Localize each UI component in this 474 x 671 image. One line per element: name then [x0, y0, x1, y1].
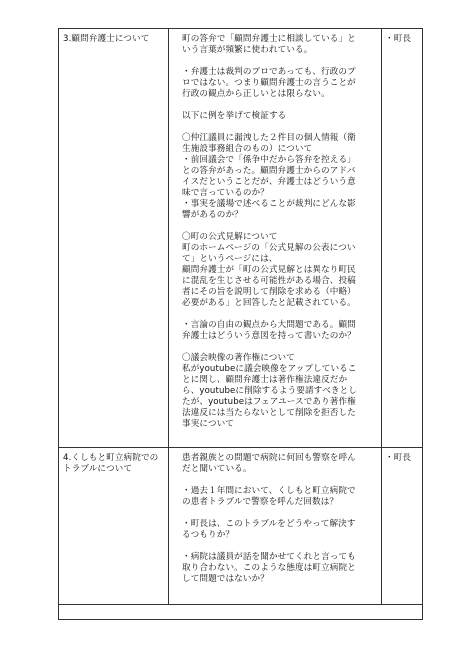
question-line: 以下に例を挙げて検証する: [182, 111, 287, 121]
question-line: 〇町の公式見解について: [182, 232, 278, 242]
answerer-cell: [385, 453, 421, 464]
question-line: 味で言っているのか？: [182, 188, 269, 198]
question-line: たが、youtubeはフェアユースであり著作権: [182, 397, 356, 407]
question-line: [182, 475, 380, 486]
topic-cell: [63, 34, 167, 45]
question-line: るつもりか？: [182, 530, 235, 540]
question-line: ・前回議会で「係争中だから答弁を控える」: [182, 155, 356, 165]
column-divider: [168, 28, 169, 604]
question-line: 事実について: [182, 419, 234, 429]
question-line: だと聞いている。: [182, 464, 252, 474]
question-line: 町のホームページの「公式見解の公表につい: [182, 243, 356, 253]
topic-text: 4.くしもと町立病院での トラブルについて: [63, 453, 159, 474]
row-divider: [58, 447, 423, 448]
question-line: に混乱を生じさせる可能性がある場合、投稿: [182, 276, 356, 286]
question-line: ・言論の自由の観点から大問題である。顧問: [182, 320, 356, 330]
question-cell: [182, 453, 380, 585]
question-line: ロではない。つまり顧問弁護士の言うことが: [182, 78, 356, 88]
question-line: 顧問弁護士が「町の公式見解とは異なり町民: [182, 265, 356, 275]
question-line: て」というページには、: [182, 254, 278, 264]
question-line: 町の答弁で「顧問弁護士に相談している」と: [182, 34, 356, 44]
question-line: ・弁護士は裁判のプロであっても、行政のプ: [182, 67, 356, 77]
question-line: の患者トラブルで警察を呼んだ回数は？: [182, 497, 339, 507]
topic-cell: [63, 453, 167, 475]
question-line: との答弁があった。顧問弁護士からのアドバ: [182, 166, 356, 176]
question-line: ら、youtubeに削除するよう要請すべきとし: [182, 386, 357, 396]
question-line: 〇仲江議員に漏洩した２件目の個人情報（衛: [182, 133, 356, 143]
question-line: ・町長は、このトラブルをどうやって解決す: [182, 519, 356, 529]
question-line: [182, 221, 380, 232]
column-divider: [381, 28, 382, 604]
question-line: 患者親族との問題で病院に何回も警察を呼ん: [182, 453, 356, 463]
question-line: 取り合わない。このような態度は町立病院と: [182, 563, 356, 573]
question-line: ・病院は議員が話を聞かせてくれと言っても: [182, 552, 356, 562]
answerer-cell: [385, 34, 421, 45]
question-line: 法違反には当たらないとして削除を拒否した: [182, 408, 356, 418]
question-line: 弁護士はどういう意図を持って書いたのか？: [182, 331, 356, 341]
question-line: 私がyoutubeに議会映像をアップしているこ: [182, 364, 357, 374]
question-line: [182, 122, 380, 133]
question-line: して問題ではないか？: [182, 574, 269, 584]
question-line: イスだということだが、弁護士はどういう意: [182, 177, 356, 187]
question-line: [182, 508, 380, 519]
question-line: [182, 309, 380, 320]
question-line: 行政の観点から正しいとは限らない。: [182, 89, 330, 99]
answerer-text: ・町長: [385, 453, 412, 463]
question-line: 〇議会映像の著作権について: [182, 353, 295, 363]
question-line: とに関し、顧問弁護士は著作権法違反だか: [182, 375, 348, 385]
question-line: 響があるのか？: [182, 210, 243, 220]
question-line: [182, 342, 380, 353]
topic-text: 3.顧問弁護士について: [63, 34, 150, 44]
question-line: ・過去１年間において、くしもと町立病院で: [182, 486, 356, 496]
question-line: いう言葉が頻繁に使われている。: [182, 45, 313, 55]
answerer-text: ・町長: [385, 34, 412, 44]
row-divider: [58, 604, 423, 605]
question-line: [182, 100, 380, 111]
question-line: [182, 541, 380, 552]
question-line: [182, 56, 380, 67]
question-line: ・事実を議場で述べることが裁判にどんな影: [182, 199, 356, 209]
question-line: 必要がある」と回答したと記載されている。: [182, 298, 356, 308]
question-line: 生施設事務組合のもの）について: [182, 144, 313, 154]
question-line: 者にその旨を説明して削除を求める（中略）: [182, 287, 356, 297]
question-cell: [182, 34, 380, 430]
